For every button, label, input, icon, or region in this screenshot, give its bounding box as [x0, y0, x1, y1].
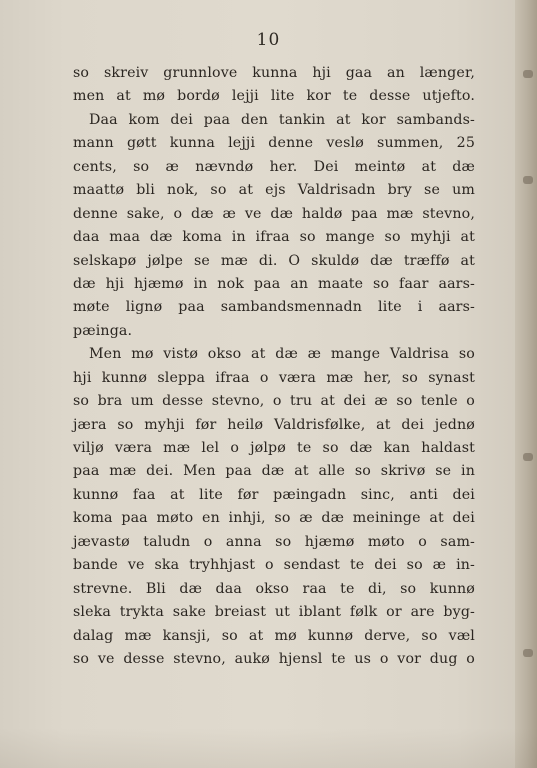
paragraph: [73, 62, 475, 343]
text-line: dæ hji hjæmø in nok paa an maate so faar aars-: [73, 275, 475, 292]
paragraph: [73, 343, 475, 671]
text-line: kunnø faa at lite før pæingadn sinc, anti dei: [73, 486, 475, 503]
text-line: so ve desse stevno, aukø hjensl te us o vor dug o: [73, 650, 475, 667]
text-line: hji kunnø sleppa ifraa o væra mæ her, so synast: [73, 369, 475, 386]
text-line: mann gøtt kunna lejji denne veslø summen, 25: [73, 135, 475, 152]
text-line: viljø væra mæ lel o jølpø te so dæ kan haldast: [73, 440, 475, 456]
text-line: jæra so myhji før heilø Valdrisfølke, at dei jednø: [73, 416, 475, 433]
text-line: daa maa dæ koma in ifraa so mange so myhji at: [73, 229, 475, 246]
page-number: 10: [256, 30, 281, 50]
text-line: cents, so æ nævndø her. Dei meintø at dæ: [73, 158, 475, 175]
text-line: so skreiv grunnlove kunna hji gaa an længer,: [73, 65, 475, 81]
text-line: strevne. Bli dæ daa okso raa te di, so kunnø: [73, 580, 475, 597]
text-line: so bra um desse stevno, o tru at dei æ so tenle o: [73, 393, 475, 410]
page-bottom-shadow: [0, 728, 537, 768]
text-line: selskapø jølpe se mæ di. O skuldø dæ træffø at: [73, 252, 475, 269]
body-text: [73, 62, 475, 671]
edge-stain: [523, 70, 533, 78]
text-line: dalag mæ kansji, so at mø kunnø derve, so væl: [73, 627, 475, 644]
text-line: Men mø vistø okso at dæ æ mange Valdrisa so: [89, 346, 475, 363]
text-line: denne sake, o dæ æ ve dæ haldø paa mæ stevno,: [73, 205, 475, 222]
edge-stain: [523, 176, 533, 184]
text-line: sleka trykta sake breiast ut iblant følk or are byg-: [73, 604, 475, 621]
text-line: jævastø taludn o anna so hjæmø møto o sam-: [73, 533, 475, 550]
text-line: møte lignø paa sambandsmennadn lite i aars-: [73, 299, 475, 316]
text-line: koma paa møto en inhji, so æ dæ meininge at dei: [73, 510, 475, 527]
text-line: maattø bli nok, so at ejs Valdrisadn bry se um: [73, 182, 475, 199]
text-line: pæinga.: [73, 322, 133, 339]
text-line: men at mø bordø lejji lite kor te desse utjefto.: [73, 88, 475, 105]
page-binding-edge: [515, 0, 537, 768]
text-line: bande ve ska tryhhjast o sendast te dei so æ in-: [73, 557, 475, 574]
edge-stain: [523, 453, 533, 461]
edge-stain: [523, 649, 533, 657]
text-line: Daa kom dei paa den tankin at kor sambands-: [89, 111, 475, 128]
text-line: paa mæ dei. Men paa dæ at alle so skrivø se in: [73, 463, 475, 480]
